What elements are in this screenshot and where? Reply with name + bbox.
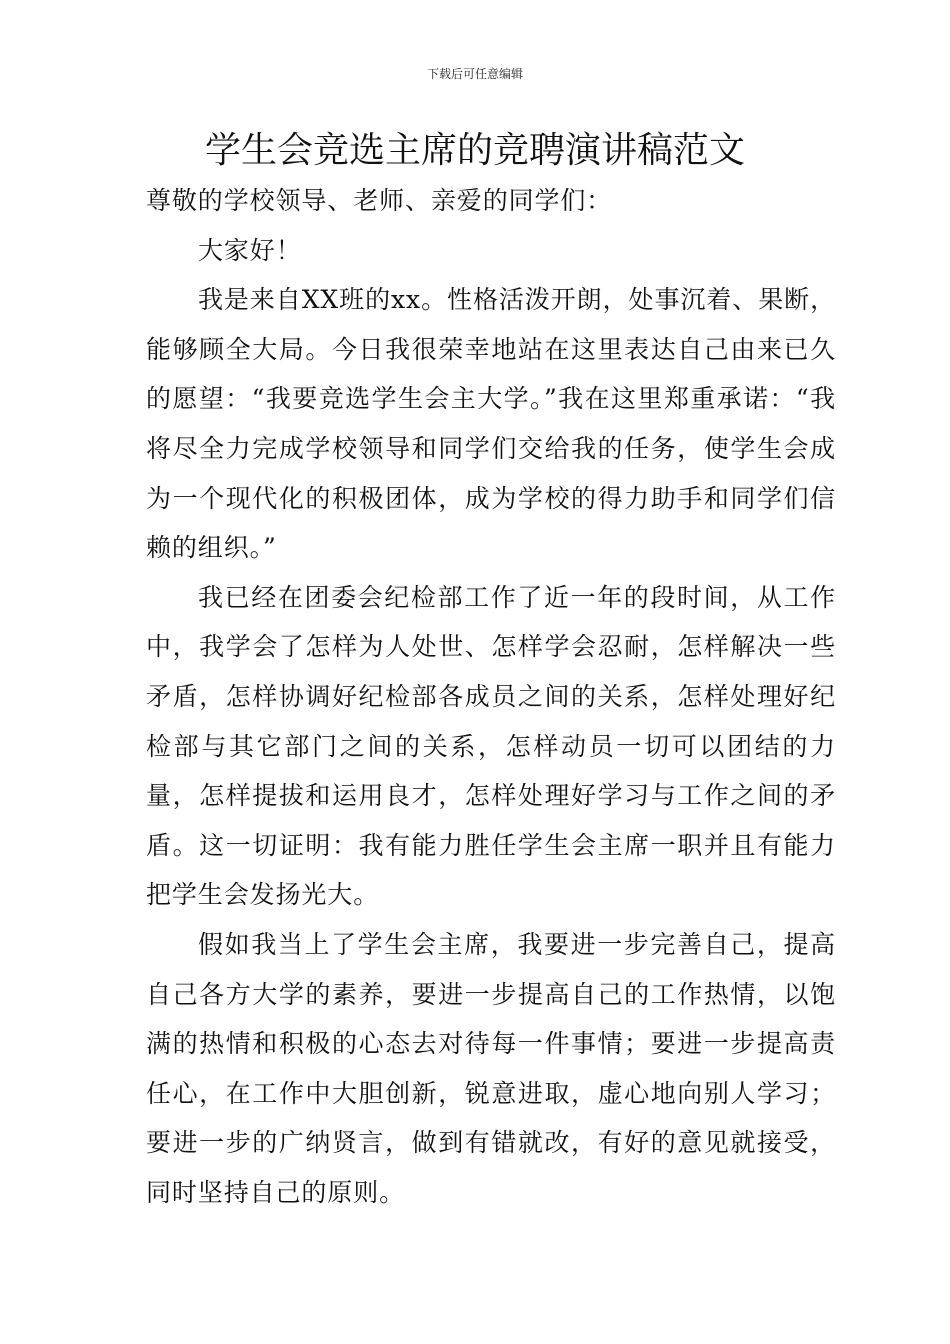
paragraph-plans: 假如我当上了学生会主席，我要进一步完善自己，提高自己各方大学的素养，要进一步提高自己的工作热情，以饱满的热情和积极的心态去对待每一件事情；要进一步提高责任心，在工作中大胆创新，锐意进取，虚心地向别人学习；要进一步的广纳贤言，做到有错就改，有好的意见就接受，同时坚持自己的原则。 [146, 929, 836, 1207]
paragraph-intro: 我是来自XX班的xx。性格活泼开朗，处事沉着、果断，能够顾全大局。今日我很荣幸地站在这里表达自己由来已久的愿望：“我要竞选学生会主大学。”我在这里郑重承诺：“我将尽全力完成学校领导和同学们交给我的任务，使学生会成为一个现代化的积极团体，成为学校的得力助手和同学们信赖的组织。” [146, 285, 836, 563]
header-note: 下载后可任意编辑 [426, 67, 523, 81]
document-title: 学生会竞选主席的竞聘演讲稿范文 [204, 130, 745, 171]
paragraph-experience: 我已经在团委会纪检部工作了近一年的段时间，从工作中，我学会了怎样为人处世、怎样学会忍耐，怎样解决一些矛盾，怎样协调好纪检部各成员之间的关系，怎样处理好纪检部与其它部门之间的关系，怎样动员一切可以团结的力量，怎样提拔和运用良才，怎样处理好学习与工作之间的矛盾。这一切证明：我有能力胜任学生会主席一职并且有能力把学生会发扬光大。 [146, 582, 836, 910]
salutation: 尊敬的学校领导、老师、亲爱的同学们： [146, 186, 613, 215]
document-body [146, 176, 836, 1217]
greeting: 大家好！ [198, 235, 302, 265]
